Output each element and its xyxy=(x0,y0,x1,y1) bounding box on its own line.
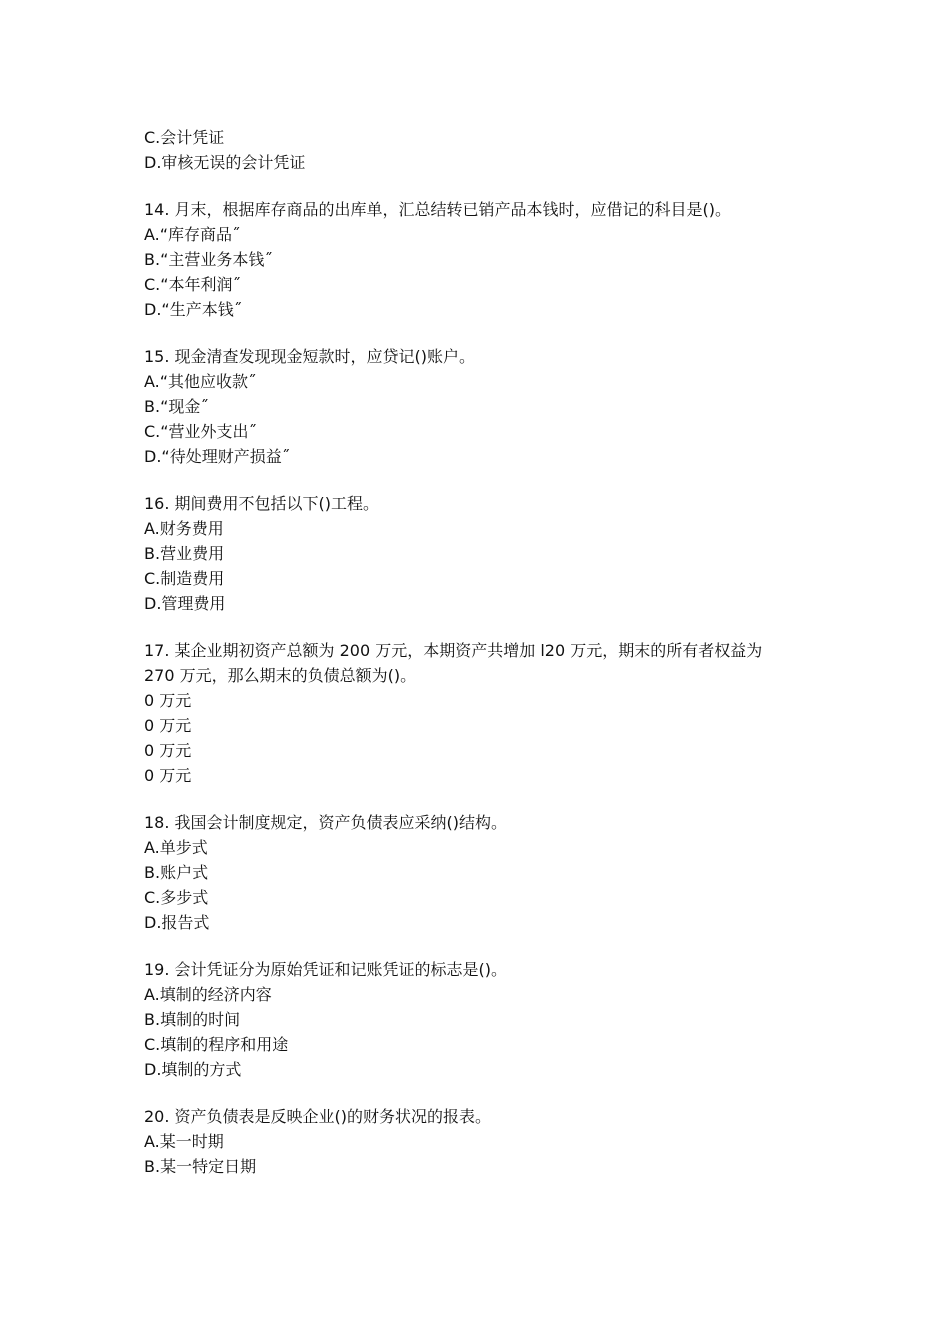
option-a: A.“其他应收款˝ xyxy=(144,372,257,391)
option-a: 0 万元 xyxy=(144,691,192,710)
option-b: B.填制的时间 xyxy=(144,1010,241,1029)
option-d: D.管理费用 xyxy=(144,594,226,613)
question-title: 19. 会计凭证分为原始凭证和记账凭证的标志是()。 xyxy=(144,960,508,979)
question-19 xyxy=(144,957,804,1082)
option-text: C.会计凭证 xyxy=(144,128,225,147)
option-a: A.财务费用 xyxy=(144,519,224,538)
question-title: 18. 我国会计制度规定，资产负债表应采纳()结构。 xyxy=(144,813,508,832)
option-c: C.“本年利润˝ xyxy=(144,275,241,294)
question-20 xyxy=(144,1104,804,1179)
option-d: D.“待处理财产损益˝ xyxy=(144,447,290,466)
option-b: B.“现金˝ xyxy=(144,397,209,416)
leading-options xyxy=(144,125,804,175)
option-text: D.审核无误的会计凭证 xyxy=(144,153,306,172)
option-d: D.“生产本钱˝ xyxy=(144,300,242,319)
option-c: C.制造费用 xyxy=(144,569,225,588)
option-d: D.报告式 xyxy=(144,913,210,932)
option-c: C.多步式 xyxy=(144,888,209,907)
question-title: 14. 月末，根据库存商品的出库单，汇总结转已销产品本钱时，应借记的科目是()。 xyxy=(144,200,732,219)
option-c: C.“营业外支出˝ xyxy=(144,422,257,441)
question-title: 20. 资产负债表是反映企业()的财务状况的报表。 xyxy=(144,1107,492,1126)
question-title: 15. 现金清查发现现金短款时，应贷记()账户。 xyxy=(144,347,476,366)
document-page xyxy=(144,125,804,1179)
option-a: A.“库存商品˝ xyxy=(144,225,241,244)
question-title: 16. 期间费用不包括以下()工程。 xyxy=(144,494,380,513)
option-b: B.某一特定日期 xyxy=(144,1157,257,1176)
option-b: B.账户式 xyxy=(144,863,209,882)
option-c: 0 万元 xyxy=(144,741,192,760)
option-a: A.单步式 xyxy=(144,838,208,857)
option-b: B.“主营业务本钱˝ xyxy=(144,250,273,269)
question-title-continued: 270 万元，那么期末的负债总额为()。 xyxy=(144,666,417,685)
option-d: 0 万元 xyxy=(144,766,192,785)
option-a: A.某一时期 xyxy=(144,1132,224,1151)
question-15 xyxy=(144,344,804,469)
option-c: C.填制的程序和用途 xyxy=(144,1035,289,1054)
question-14 xyxy=(144,197,804,322)
question-17 xyxy=(144,638,804,788)
question-18 xyxy=(144,810,804,935)
question-title: 17. 某企业期初资产总额为 200 万元，本期资产共增加 l20 万元，期末的所有者权益为 xyxy=(144,641,763,660)
option-b: 0 万元 xyxy=(144,716,192,735)
option-d: D.填制的方式 xyxy=(144,1060,242,1079)
question-16 xyxy=(144,491,804,616)
option-a: A.填制的经济内容 xyxy=(144,985,272,1004)
option-b: B.营业费用 xyxy=(144,544,225,563)
